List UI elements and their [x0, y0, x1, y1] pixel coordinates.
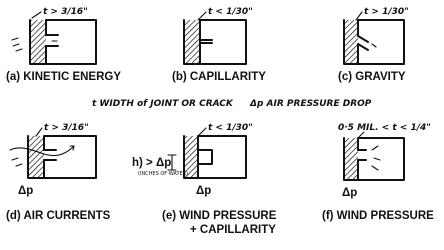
caption-d: (d) AIR CURRENTS: [6, 210, 111, 222]
caption-b: (b) CAPILLARITY: [172, 71, 266, 83]
width-arrow-b: [198, 12, 206, 20]
panel-d: [6, 123, 111, 222]
panel-a: [6, 7, 121, 83]
wall-hatch-c: [344, 20, 358, 64]
width-label-c: t > 1/30": [364, 7, 409, 17]
caption-c: (c) GRAVITY: [338, 71, 406, 83]
caption-f: (f) WIND PRESSURE: [322, 210, 434, 222]
panel-f: [322, 123, 434, 222]
panel-e: [132, 123, 277, 236]
legend: [92, 99, 372, 109]
legend-dp: Δp AIR PRESSURE DROP: [250, 99, 372, 109]
joint-c: [358, 36, 368, 50]
drip-c: [372, 44, 376, 47]
joint-b: [200, 40, 212, 43]
head-note-e: (INCHES OF WATER): [138, 171, 189, 177]
width-label-a: t > 3/16": [43, 7, 88, 17]
dp-label-e: Δp: [196, 185, 212, 197]
panel-b: [172, 7, 266, 83]
legend-t: t WIDTH of JOINT OR CRACK: [92, 99, 233, 109]
rain-drops-d: [12, 158, 22, 166]
caption-e-line2: + CAPILLARITY: [190, 224, 276, 236]
width-arrow-d: [36, 128, 42, 136]
width-label-f: 0·5 MIL. < t < 1/4": [338, 123, 431, 133]
wall-hatch-d: [28, 136, 44, 178]
joint-f: [358, 150, 366, 160]
joint-e: [198, 150, 212, 164]
width-arrow-c: [356, 12, 362, 20]
wall-hatch-a: [30, 20, 46, 64]
width-label-b: t < 1/30": [208, 7, 253, 17]
wall-hatch-f: [344, 138, 358, 180]
spray-f: [372, 146, 380, 170]
width-arrow-e: [198, 128, 206, 136]
dp-label-d: Δp: [18, 185, 34, 197]
width-arrow-a: [32, 12, 41, 18]
panel-c: [338, 7, 409, 83]
caption-e: (e) WIND PRESSURE: [162, 210, 277, 222]
head-label-e: h) > Δp: [132, 157, 172, 169]
caption-a: (a) KINETIC ENERGY: [6, 71, 122, 83]
wall-hatch-b: [184, 20, 200, 64]
width-label-d: t > 3/16": [44, 123, 89, 133]
dp-label-f: Δp: [342, 187, 358, 199]
width-label-e: t < 1/30": [208, 123, 253, 133]
